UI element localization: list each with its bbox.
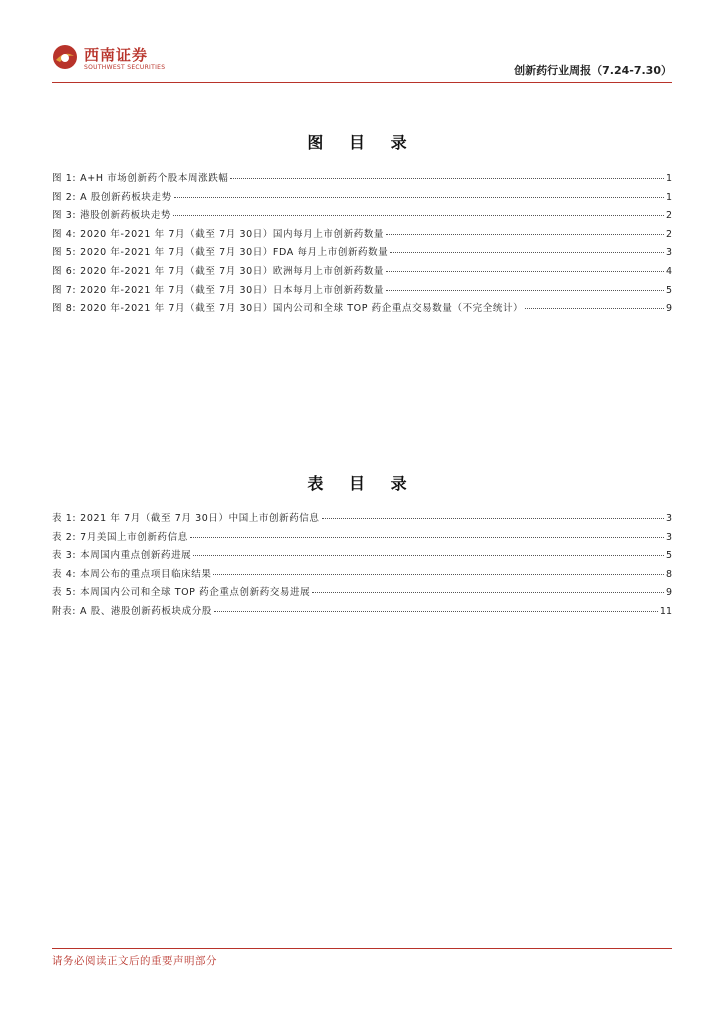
toc-entry-text: 2020 年-2021 年 7月（截至 7月 30日）国内公司和全球 TOP 药企重点交易数量（不完全统计） [80, 303, 524, 315]
toc-entry-text: 2021 年 7月（截至 7月 30日）中国上市创新药信息 [80, 513, 320, 524]
brand-name: 西南证券 [84, 46, 149, 64]
toc-entry-text: A 股、港股创新药板块成分股 [80, 605, 212, 617]
toc-entry-number: 图 3: [52, 210, 77, 222]
toc-entry-text: 本周国内公司和全球 TOP 药企重点创新药交易进展 [80, 587, 311, 599]
tables-section-title: 表 目 录 [307, 474, 417, 493]
toc-leader-dots [214, 611, 658, 612]
figure-toc-entry[interactable] [52, 300, 672, 319]
toc-entry-number: 图 5: [52, 247, 77, 259]
toc-page-number: 9 [665, 303, 672, 315]
figure-toc-entry[interactable] [52, 207, 672, 226]
header-divider [52, 82, 672, 83]
figure-toc-entry[interactable] [52, 263, 672, 282]
toc-page-number: 3 [665, 531, 672, 543]
toc-entry-label[interactable] [52, 226, 384, 240]
toc-leader-dots [525, 308, 664, 309]
table-toc-entry[interactable] [52, 584, 672, 603]
table-toc-entry[interactable] [52, 510, 672, 529]
toc-leader-dots [386, 234, 664, 235]
toc-page-number: 1 [665, 173, 672, 184]
toc-leader-dots [193, 555, 664, 556]
toc-entry-number: 图 4: [52, 228, 77, 240]
toc-leader-dots [174, 197, 664, 198]
report-title: 创新药行业周报（7.24-7.30） [514, 64, 672, 77]
toc-entry-number: 附表: [52, 605, 77, 617]
figure-toc-entry[interactable] [52, 189, 672, 208]
toc-page-number: 8 [665, 568, 672, 580]
toc-entry-number: 表 4: [52, 568, 77, 580]
toc-entry-number: 表 2: [52, 531, 77, 543]
toc-page-number: 5 [665, 284, 672, 296]
toc-entry-text: A 股创新药板块走势 [80, 191, 172, 203]
toc-entry-number: 表 5: [52, 587, 77, 599]
toc-entry-label[interactable] [52, 510, 320, 524]
toc-entry-text: 2020 年-2021 年 7月（截至 7月 30日）日本每月上市创新药数量 [80, 284, 385, 296]
toc-page-number: 11 [659, 605, 672, 617]
toc-leader-dots [312, 592, 664, 593]
tables-toc-list [52, 510, 672, 622]
toc-leader-dots [190, 537, 664, 538]
toc-leader-dots [386, 290, 664, 291]
toc-entry-label[interactable] [52, 207, 171, 221]
toc-leader-dots [386, 271, 664, 272]
footer-notice: 请务必阅读正文后的重要声明部分 [52, 955, 217, 967]
toc-entry-number: 图 1: [52, 173, 77, 184]
toc-entry-label[interactable] [52, 603, 212, 617]
figure-toc-entry[interactable] [52, 244, 672, 263]
brand-logo [52, 40, 202, 80]
toc-page-number: 4 [665, 265, 672, 277]
toc-entry-text: 2020 年-2021 年 7月（截至 7月 30日）国内每月上市创新药数量 [80, 228, 385, 240]
toc-entry-label[interactable] [52, 584, 310, 598]
table-toc-entry[interactable] [52, 566, 672, 585]
toc-leader-dots [322, 518, 664, 519]
toc-entry-label[interactable] [52, 300, 523, 314]
toc-entry-number: 表 3: [52, 550, 77, 562]
table-toc-entry[interactable] [52, 547, 672, 566]
toc-entry-label[interactable] [52, 547, 191, 561]
toc-page-number: 3 [665, 247, 672, 259]
table-toc-entry[interactable] [52, 529, 672, 548]
toc-leader-dots [173, 215, 664, 216]
toc-page-number: 5 [665, 550, 672, 562]
toc-entry-text: 2020 年-2021 年 7月（截至 7月 30日）欧洲每月上市创新药数量 [80, 265, 385, 277]
toc-entry-label[interactable] [52, 263, 384, 277]
toc-entry-label[interactable] [52, 170, 228, 184]
figure-toc-entry[interactable] [52, 282, 672, 301]
toc-page-number: 1 [665, 191, 672, 203]
toc-page-number: 9 [665, 587, 672, 599]
toc-entry-number: 图 6: [52, 265, 77, 277]
brand-logo-icon [52, 44, 78, 70]
figures-section-title: 图 目 录 [307, 133, 417, 152]
toc-leader-dots [213, 574, 663, 575]
toc-entry-text: 本周国内重点创新药进展 [80, 550, 192, 562]
toc-leader-dots [230, 178, 664, 179]
toc-entry-text: 2020 年-2021 年 7月（截至 7月 30日）FDA 每月上市创新药数量 [80, 247, 389, 259]
toc-entry-text: 本周公布的重点项目临床结果 [80, 568, 212, 580]
toc-entry-number: 图 7: [52, 284, 77, 296]
figure-toc-entry[interactable] [52, 170, 672, 189]
page-header [52, 38, 672, 84]
toc-entry-text: A+H 市场创新药个股本周涨跌幅 [80, 173, 229, 184]
toc-page-number: 3 [665, 513, 672, 524]
toc-entry-label[interactable] [52, 189, 172, 203]
toc-page-number: 2 [665, 228, 672, 240]
toc-entry-text: 港股创新药板块走势 [80, 210, 172, 222]
figures-toc-list [52, 170, 672, 319]
toc-entry-label[interactable] [52, 244, 388, 258]
table-toc-entry[interactable] [52, 603, 672, 622]
toc-page-number: 2 [665, 210, 672, 222]
footer-divider [52, 948, 672, 949]
toc-entry-label[interactable] [52, 566, 211, 580]
toc-leader-dots [390, 252, 664, 253]
toc-entry-label[interactable] [52, 282, 384, 296]
toc-entry-label[interactable] [52, 529, 188, 543]
brand-subtitle: SOUTHWEST SECURITIES [84, 64, 166, 71]
figure-toc-entry[interactable] [52, 226, 672, 245]
toc-entry-text: 7月美国上市创新药信息 [80, 531, 188, 543]
toc-entry-number: 图 2: [52, 191, 77, 203]
toc-entry-number: 表 1: [52, 513, 77, 524]
toc-entry-number: 图 8: [52, 303, 77, 315]
